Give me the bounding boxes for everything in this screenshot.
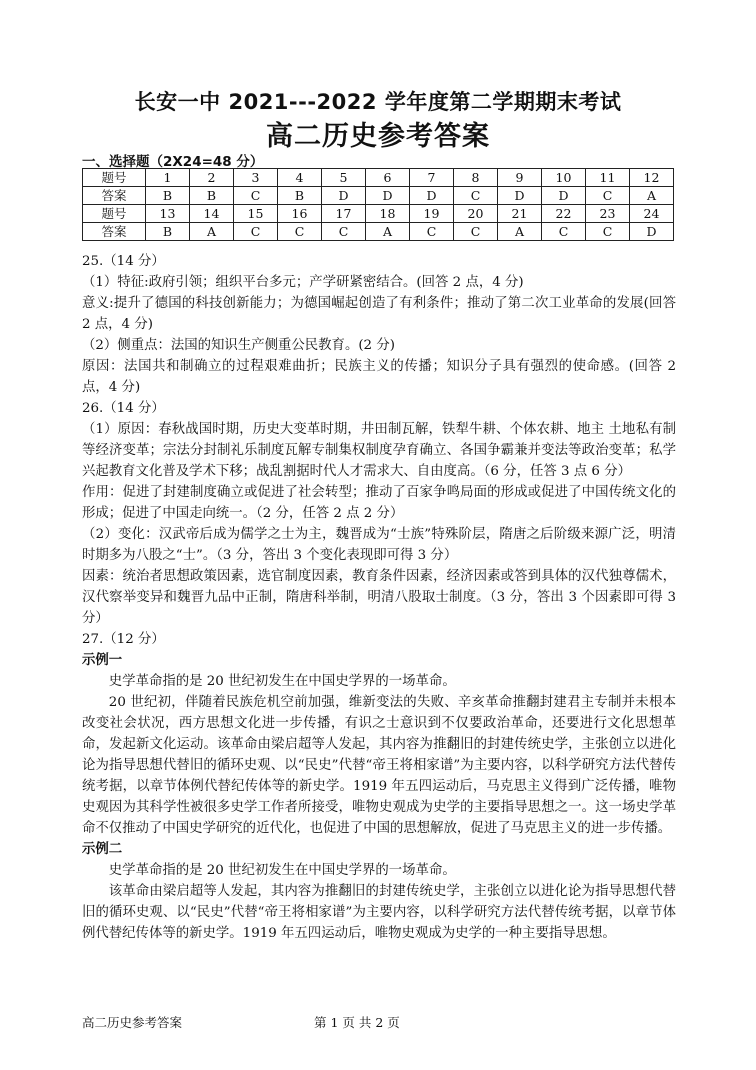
question-number-cell: 3 <box>234 169 278 187</box>
question-number-cell: 17 <box>322 205 366 223</box>
question-number-cell: 16 <box>278 205 322 223</box>
question-number-row <box>83 169 674 187</box>
q25-part1-features: （1）特征:政府引领；组织平台多元；产学研紧密结合。(回答 2 点，4 分) <box>82 275 524 290</box>
answer-cell: D <box>630 223 674 241</box>
footer-doc-name: 高二历史参考答案 <box>82 1015 183 1030</box>
question-number-cell: 23 <box>586 205 630 223</box>
q26-part1-reasons: （1）原因：春秋战国时期，历史大变革时期，井田制瓦解，铁犁牛耕、个体农耕、地主 土地私有制等经济变革；宗法分封制礼乐制度瓦解专制集权制度孕育确立、各国争霸兼并变法等政治变革；私学兴起教育文化普及学术下移；战乱割据时代人才需求大、自由度高。（6 分，任答 3 点 6 分） <box>82 422 676 479</box>
question-number-cell: 11 <box>586 169 630 187</box>
answer-cell: D <box>410 187 454 205</box>
answer-cell: C <box>586 187 630 205</box>
q26-heading: 26.（14 分） <box>82 401 165 416</box>
answer-cell: D <box>542 187 586 205</box>
question-number-cell: 9 <box>498 169 542 187</box>
answer-cell: D <box>366 187 410 205</box>
q26-part2-factors: 因素：统治者思想政策因素，选官制度因素，教育条件因素，经济因素或答到具体的汉代独尊儒术，汉代察举变异和魏晋九品中正制，隋唐科举制，明清八股取士制度。（3 分，答出 3 个因素即可得 3 分） <box>82 569 676 626</box>
question-number-cell: 8 <box>454 169 498 187</box>
question-number-cell: 7 <box>410 169 454 187</box>
example-2-body: 该革命由梁启超等人发起，其内容为推翻旧的封建传统史学，主张创立以进化论为指导思想代替旧的循环史观、以“民史”代替“帝王将相家谱”为主要内容，以科学研究方法代替传统考据，以章节体例代替纪传体等的新史学。1919 年五四运动后，唯物史观成为史学的一种主要指导思想。 <box>82 884 676 941</box>
page-number: 第 1 页 共 2 页 <box>314 1015 400 1030</box>
q26-part1-effects: 作用：促进了封建制度确立或促进了社会转型；推动了百家争鸣局面的形成或促进了中国传统文化的形成；促进了中国走向统一。（2 分，任答 2 点 2 分） <box>82 485 676 521</box>
question-number-cell: 14 <box>190 205 234 223</box>
answer-cell: B <box>190 187 234 205</box>
q25-part1-significance: 意义:提升了德国的科技创新能力；为德国崛起创造了有利条件；推动了第二次工业革命的发展(回答 2 点，4 分) <box>82 296 676 332</box>
answer-cell: C <box>586 223 630 241</box>
answer-cell: C <box>322 223 366 241</box>
answer-cell: C <box>454 223 498 241</box>
question-number-cell: 1 <box>146 169 190 187</box>
answer-cell: C <box>278 223 322 241</box>
question-number-cell: 18 <box>366 205 410 223</box>
answer-row <box>83 223 674 241</box>
question-number-cell: 19 <box>410 205 454 223</box>
question-number-cell: 5 <box>322 169 366 187</box>
question-number-cell: 12 <box>630 169 674 187</box>
answer-row <box>83 187 674 205</box>
answer-table <box>82 168 674 241</box>
q26-part2-changes: （2）变化：汉武帝后成为儒学之士为主，魏晋成为“士族”特殊阶层，隋唐之后阶级来源广泛，明清时期多为八股之“士”。（3 分，答出 3 个变化表现即可得 3 分） <box>82 527 676 563</box>
answer-cell: C <box>542 223 586 241</box>
question-number-cell: 21 <box>498 205 542 223</box>
question-number-cell: 6 <box>366 169 410 187</box>
example-1-thesis: 史学革命指的是 20 世纪初发生在中国史学界的一场革命。 <box>108 674 456 689</box>
q25-part2-focus: （2）侧重点：法国的知识生产侧重公民教育。(2 分) <box>82 338 395 353</box>
row-label-question-number: 题号 <box>83 205 146 223</box>
answer-cell: B <box>278 187 322 205</box>
question-number-cell: 10 <box>542 169 586 187</box>
answer-cell: C <box>234 187 278 205</box>
answer-cell: A <box>366 223 410 241</box>
answer-cell: A <box>190 223 234 241</box>
answer-cell: D <box>322 187 366 205</box>
answer-cell: A <box>498 223 542 241</box>
question-number-cell: 2 <box>190 169 234 187</box>
answer-cell: C <box>410 223 454 241</box>
example-1-label: 示例一 <box>82 653 123 668</box>
answer-cell: B <box>146 223 190 241</box>
answer-cell: C <box>234 223 278 241</box>
answer-cell: B <box>146 187 190 205</box>
q25-part2-reasons: 原因：法国共和制确立的过程艰难曲折；民族主义的传播；知识分子具有强烈的使命感。(回答 2 点，4 分) <box>82 359 676 395</box>
question-number-cell: 15 <box>234 205 278 223</box>
row-label-answer: 答案 <box>83 187 146 205</box>
answer-cell: D <box>498 187 542 205</box>
row-label-question-number: 题号 <box>83 169 146 187</box>
question-number-cell: 4 <box>278 169 322 187</box>
example-2-label: 示例二 <box>82 842 123 857</box>
exam-title: 长安一中 2021---2022 学年度第二学期期末考试 <box>134 90 622 114</box>
answer-cell: C <box>454 187 498 205</box>
question-number-row <box>83 205 674 223</box>
question-number-cell: 20 <box>454 205 498 223</box>
question-number-cell: 13 <box>146 205 190 223</box>
example-2-thesis: 史学革命指的是 20 世纪初发生在中国史学界的一场革命。 <box>108 863 456 878</box>
example-1-body: 20 世纪初，伴随着民族危机空前加强，维新变法的失败、辛亥革命推翻封建君主专制并未根本改变社会状况，西方思想文化进一步传播，有识之士意识到不仅要政治革命，还要进行文化思想革命，发起新文化运动。该革命由梁启超等人发起，其内容为推翻旧的封建传统史学，主张创立以进化论为指导思想代替旧的循环史观、以“民史”代替“帝王将相家谱”为主要内容，以科学研究方法代替传统考据，以章节体例代替纪传体等的新史学。1919 年五四运动后，马克思主义得到广泛传播，唯物史观因为其科学性被很多史学工作者所接受，唯物史观成为史学的主要指导思想之一。这一场史学革命不仅推动了中国史学研究的近代化，也促进了中国的思想解放，促进了马克思主义的进一步传播。 <box>82 695 676 836</box>
answer-body <box>82 251 676 944</box>
row-label-answer: 答案 <box>83 223 146 241</box>
question-number-cell: 22 <box>542 205 586 223</box>
section-heading-multiple-choice: 一、选择题（2X24=48 分） <box>82 154 264 170</box>
question-number-cell: 24 <box>630 205 674 223</box>
q25-heading: 25.（14 分） <box>82 254 165 269</box>
document-subtitle: 高二历史参考答案 <box>266 121 490 152</box>
q27-heading: 27.（12 分） <box>82 632 165 647</box>
answer-cell: A <box>630 187 674 205</box>
